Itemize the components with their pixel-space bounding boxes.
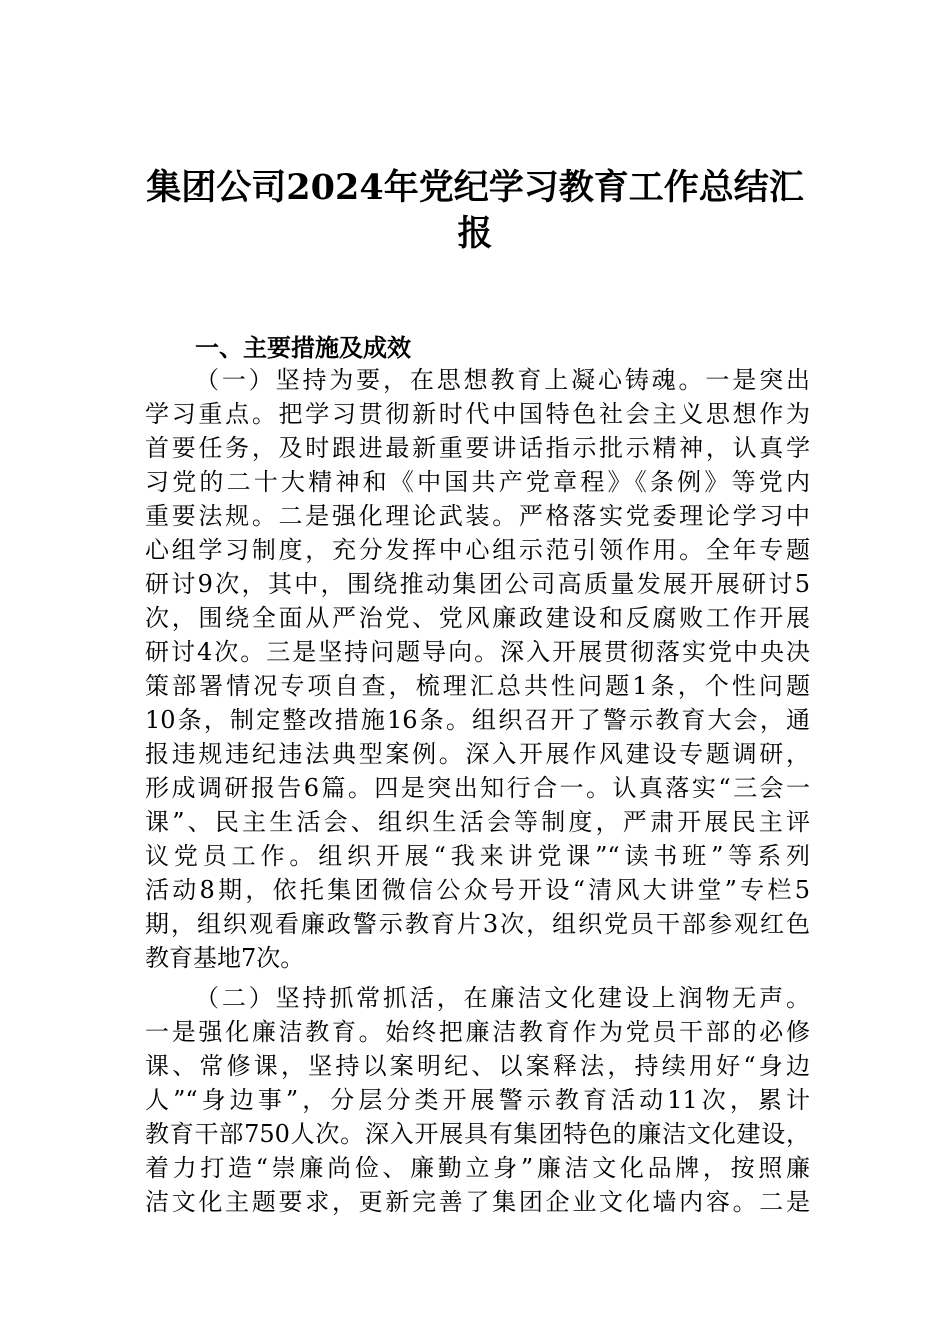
paragraph-1-line: 议党员工作。组织开展“我来讲党课”“读书班”等系列	[145, 842, 810, 870]
paragraph-1-line: 期，组织观看廉政警示教育片3次，组织党员干部参观红色	[145, 910, 810, 938]
paragraph-1-line: 形成调研报告6篇。四是突出知行合一。认真落实“三会一	[145, 774, 810, 802]
document-title-line-1: 集团公司2024年党纪学习教育工作总结汇	[146, 167, 804, 208]
paragraph-1-line: 课”、民主生活会、组织生活会等制度，严肃开展民主评	[145, 808, 810, 836]
paragraph-2-line: 课、常修课，坚持以案明纪、以案释法，持续用好“身边	[145, 1052, 810, 1080]
document-title-line-2: 报	[457, 213, 493, 254]
paragraph-1-line: 次，围绕全面从严治党、党风廉政建设和反腐败工作开展	[145, 604, 810, 632]
paragraph-1-line: 首要任务，及时跟进最新重要讲话指示批示精神，认真学	[145, 434, 810, 462]
paragraph-2-line: （二）坚持抓常抓活，在廉洁文化建设上润物无声。	[195, 984, 810, 1012]
paragraph-2-line: 人”“身边事”，分层分类开展警示教育活动11次，累计	[145, 1086, 810, 1114]
paragraph-2-line: 着力打造“崇廉尚俭、廉勤立身”廉洁文化品牌，按照廉	[145, 1154, 810, 1182]
paragraph-1-line: 研讨9次，其中，围绕推动集团公司高质量发展开展研讨5	[145, 570, 810, 598]
section-heading: 一、主要措施及成效	[195, 334, 411, 362]
paragraph-1-line: 习党的二十大精神和《中国共产党章程》《条例》等党内	[145, 468, 810, 496]
paragraph-1-line: 10条，制定整改措施16条。组织召开了警示教育大会，通	[145, 706, 810, 734]
paragraph-1-line: 报违规违纪违法典型案例。深入开展作风建设专题调研，	[145, 740, 810, 768]
paragraph-1-line: 心组学习制度，充分发挥中心组示范引领作用。全年专题	[145, 536, 810, 564]
paragraph-2-line: 洁文化主题要求，更新完善了集团企业文化墙内容。二是	[145, 1188, 810, 1216]
paragraph-1-line: 研讨4次。三是坚持问题导向。深入开展贯彻落实党中央决	[145, 638, 810, 666]
paragraph-2-line: 一是强化廉洁教育。始终把廉洁教育作为党员干部的必修	[145, 1018, 810, 1046]
paragraph-1-line: 教育基地7次。	[145, 944, 305, 972]
paragraph-1-line: 策部署情况专项自查，梳理汇总共性问题1条，个性问题	[145, 672, 810, 700]
paragraph-1-line: （一）坚持为要，在思想教育上凝心铸魂。一是突出	[195, 366, 810, 394]
paragraph-2-line: 教育干部750人次。深入开展具有集团特色的廉洁文化建设，	[145, 1120, 810, 1148]
paragraph-1-line: 活动8期，依托集团微信公众号开设“清风大讲堂”专栏5	[145, 876, 810, 904]
paragraph-1-line: 学习重点。把学习贯彻新时代中国特色社会主义思想作为	[145, 400, 810, 428]
paragraph-1-line: 重要法规。二是强化理论武装。严格落实党委理论学习中	[145, 502, 810, 530]
